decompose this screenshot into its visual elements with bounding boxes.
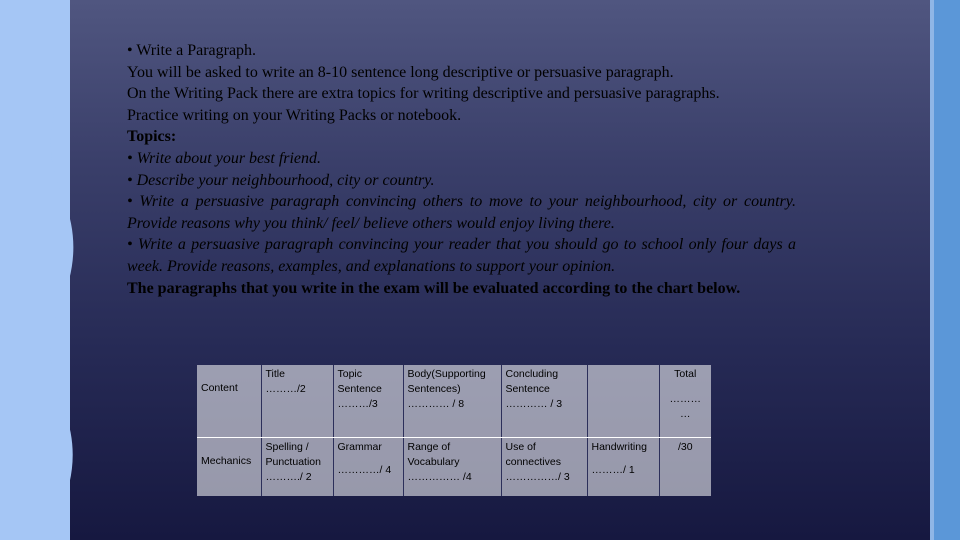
topic-item: • Describe your neighbourhood, city or country. <box>127 171 435 189</box>
rubric-row-content <box>197 365 711 438</box>
right-decorative-band <box>934 0 960 540</box>
criterion-name: Grammar <box>337 441 382 453</box>
criterion-score: ………/ 1 <box>591 464 635 476</box>
criterion-score: …………/ 4 <box>337 464 392 476</box>
criterion-name: Concluding Sentence <box>505 368 559 395</box>
rubric-cell <box>333 438 403 497</box>
criterion-name: Use of connectives <box>505 441 561 468</box>
criterion-name: Handwriting <box>591 441 647 453</box>
criterion-name: Title <box>265 368 285 380</box>
rubric-row-label: Mechanics <box>197 438 261 497</box>
criterion-name: Body(Supporting Sentences) <box>407 368 486 395</box>
criterion-score: ………… / 3 <box>505 398 563 410</box>
rubric-cell <box>261 438 333 497</box>
criterion-score: ………… / 8 <box>407 398 465 410</box>
rubric-cell <box>403 365 501 438</box>
criterion-score: ……………/ 3 <box>505 471 570 483</box>
rubric-total-cell <box>659 365 711 438</box>
rubric-cell <box>501 438 587 497</box>
topic-item: • Write a persuasive paragraph convincing others to move to your neighbourhood, city or country. Provide reasons why you think/ feel/ believe others would enjoy living there. <box>127 193 796 232</box>
rubric-table <box>197 365 711 496</box>
left-wave-edge <box>30 0 90 540</box>
topic-item: • Write about your best friend. <box>127 149 322 167</box>
criterion-score: ………/2 <box>265 383 306 395</box>
rubric-row-mechanics <box>197 438 711 497</box>
closing-statement: The paragraphs that you write in the exam will be evaluated according to the chart below. <box>127 279 741 297</box>
rubric-cell <box>333 365 403 438</box>
intro-line: Practice writing on your Writing Packs or notebook. <box>127 106 462 124</box>
topics-label: Topics: <box>127 128 177 146</box>
section-heading: • Write a Paragraph. <box>127 42 257 59</box>
paragraph-instructions <box>127 40 796 299</box>
rubric-row-label: Content <box>197 365 261 438</box>
intro-line: On the Writing Pack there are extra topics for writing descriptive and persuasive paragraphs. <box>127 85 720 103</box>
rubric-cell <box>501 365 587 438</box>
criterion-name: Range of Vocabulary <box>407 441 460 468</box>
criterion-name: Spelling / Punctuation <box>265 441 321 468</box>
criterion-score: ………/3 <box>337 398 378 410</box>
rubric-cell <box>587 438 659 497</box>
total-dots: ……… <box>669 393 701 405</box>
rubric-cell <box>261 365 333 438</box>
topic-item: • Write a persuasive paragraph convincing your reader that you should go to school only four days a week. Provide reasons, examples, and explanations to support your opinion. <box>127 236 796 275</box>
criterion-name: Topic Sentence <box>337 368 382 395</box>
rubric-cell-empty <box>587 365 659 438</box>
criterion-score: …………… /4 <box>407 471 472 483</box>
total-label: Total <box>674 368 697 380</box>
intro-line: You will be asked to write an 8-10 sentence long descriptive or persuasive paragraph. <box>127 63 674 81</box>
criterion-score: ………./ 2 <box>265 471 312 483</box>
total-dots: … <box>680 408 691 420</box>
rubric-total-value: /30 <box>659 438 711 497</box>
rubric-cell <box>403 438 501 497</box>
